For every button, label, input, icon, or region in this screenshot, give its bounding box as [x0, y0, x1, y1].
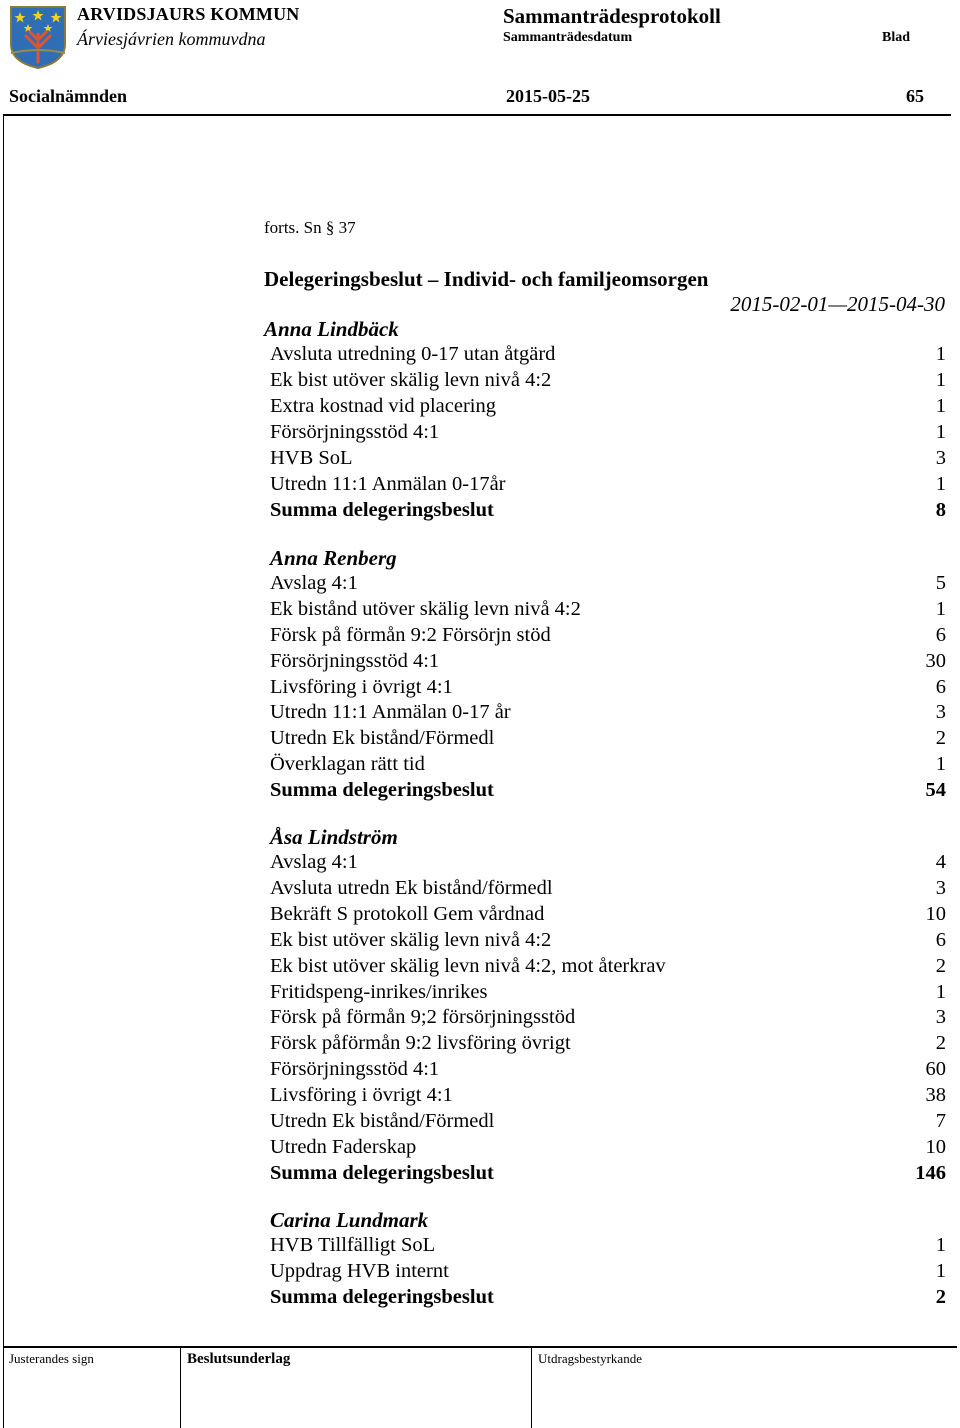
item-count: 1 [935, 395, 946, 417]
item-count: 6 [935, 624, 946, 646]
item-count: 2 [935, 1032, 946, 1054]
item-label: Ek bistånd utöver skälig levn nivå 4:2 [270, 598, 581, 620]
frame-bottom-rule [3, 1346, 957, 1348]
page-label: Blad [882, 30, 911, 45]
person-name: Carina Lundmark [270, 1208, 429, 1232]
frame-top-rule [3, 114, 951, 116]
list-item [270, 877, 946, 903]
person-name: Anna Renberg [270, 546, 397, 570]
frame-left-rule [3, 114, 4, 1428]
item-label: Utredn Ek bistånd/Förmedl [270, 1110, 495, 1132]
item-label: Utredn 11:1 Anmälan 0-17år [270, 473, 506, 495]
item-label: Försk på förmån 9;2 försörjningsstöd [270, 1006, 576, 1028]
item-count: 30 [925, 650, 946, 672]
meeting-date: 2015-05-25 [506, 86, 590, 106]
item-label: Försk på förmån 9:2 Försörjn stöd [270, 624, 551, 646]
item-label: Bekräft S protokoll Gem vårdnad [270, 903, 545, 925]
section-total [270, 1162, 946, 1188]
list-item [270, 727, 946, 753]
item-count: 3 [935, 1006, 946, 1028]
item-count: 1 [935, 981, 946, 1003]
total-label: Summa delegeringsbeslut [270, 499, 494, 521]
section-heading: Delegeringsbeslut – Individ- och familjeomsorgen [264, 267, 709, 291]
person-name: Åsa Lindström [270, 825, 398, 849]
item-label: Försk påförmån 9:2 livsföring övrigt [270, 1032, 571, 1054]
item-label: Ek bist utöver skälig levn nivå 4:2, mot återkrav [270, 955, 666, 977]
item-label: Avsluta utredning 0-17 utan åtgärd [270, 343, 556, 365]
item-label: Ek bist utöver skälig levn nivå 4:2 [270, 929, 552, 951]
footer-divider [531, 1346, 532, 1428]
list-item [270, 650, 946, 676]
item-label: Utredn Ek bistånd/Förmedl [270, 727, 495, 749]
list-item [270, 473, 946, 499]
item-label: Ek bist utöver skälig levn nivå 4:2 [270, 369, 552, 391]
item-label: Försörjningsstöd 4:1 [270, 421, 440, 443]
item-count: 1 [935, 473, 946, 495]
org-name-sami: Árviesjávrien kommuvdna [77, 29, 266, 49]
item-label: Avslag 4:1 [270, 851, 358, 873]
item-count: 38 [925, 1084, 946, 1106]
list-item [270, 753, 946, 779]
item-count: 1 [935, 369, 946, 391]
list-item [270, 676, 946, 702]
item-count: 60 [925, 1058, 946, 1080]
item-count: 2 [935, 955, 946, 977]
list-item [270, 1006, 946, 1032]
item-count: 1 [935, 1234, 946, 1256]
list-item [270, 981, 946, 1007]
footer-divider [180, 1346, 181, 1428]
item-count: 10 [925, 903, 946, 925]
item-count: 6 [935, 929, 946, 951]
item-count: 2 [935, 727, 946, 749]
list-item [270, 1136, 946, 1162]
item-count: 7 [935, 1110, 946, 1132]
item-label: Livsföring i övrigt 4:1 [270, 676, 453, 698]
committee-name: Socialnämnden [9, 86, 128, 106]
section-total [270, 499, 946, 525]
meeting-date-label: Sammanträdesdatum [503, 30, 633, 45]
item-label: Fritidspeng-inrikes/inrikes [270, 981, 488, 1003]
list-item [270, 1110, 946, 1136]
list-item [270, 955, 946, 981]
page-number: 65 [906, 86, 924, 106]
item-count: 6 [935, 676, 946, 698]
list-item [270, 1058, 946, 1084]
section-total [270, 779, 946, 805]
list-item [270, 395, 946, 421]
total-count: 8 [935, 499, 946, 521]
list-item [270, 572, 946, 598]
list-item [270, 903, 946, 929]
item-count: 3 [935, 701, 946, 723]
item-count: 10 [925, 1136, 946, 1158]
item-label: Försörjningsstöd 4:1 [270, 1058, 440, 1080]
item-label: Utredn Faderskap [270, 1136, 417, 1158]
item-count: 3 [935, 877, 946, 899]
list-item [270, 369, 946, 395]
list-item [270, 1084, 946, 1110]
report-period: 2015-02-01—2015-04-30 [730, 292, 945, 316]
basis-label: Beslutsunderlag [187, 1351, 291, 1367]
municipality-crest-icon [8, 4, 68, 70]
list-item [270, 624, 946, 650]
item-count: 3 [935, 447, 946, 469]
list-item [270, 701, 946, 727]
item-label: Avslag 4:1 [270, 572, 358, 594]
signature-label: Justerandes sign [9, 1351, 94, 1366]
list-item [270, 851, 946, 877]
item-count: 1 [935, 1260, 946, 1282]
item-count: 5 [935, 572, 946, 594]
list-item [270, 343, 946, 369]
item-label: HVB SoL [270, 447, 353, 469]
list-item [270, 1032, 946, 1058]
item-label: Avsluta utredn Ek bistånd/förmedl [270, 877, 553, 899]
item-label: Extra kostnad vid placering [270, 395, 497, 417]
item-label: Överklagan rätt tid [270, 753, 425, 775]
list-item [270, 447, 946, 473]
section-total [270, 1286, 946, 1312]
item-count: 4 [935, 851, 946, 873]
total-count: 2 [935, 1286, 946, 1308]
total-count: 146 [915, 1162, 946, 1184]
item-label: Uppdrag HVB internt [270, 1260, 449, 1282]
item-label: Utredn 11:1 Anmälan 0-17 år [270, 701, 511, 723]
item-count: 1 [935, 753, 946, 775]
total-label: Summa delegeringsbeslut [270, 1286, 494, 1308]
list-item [270, 1234, 946, 1260]
item-label: Livsföring i övrigt 4:1 [270, 1084, 453, 1106]
total-label: Summa delegeringsbeslut [270, 1162, 494, 1184]
item-count: 1 [935, 421, 946, 443]
item-count: 1 [935, 598, 946, 620]
item-label: Försörjningsstöd 4:1 [270, 650, 440, 672]
org-name: ARVIDSJAURS KOMMUN [77, 4, 300, 24]
continuation-note: forts. Sn § 37 [264, 218, 356, 237]
list-item [270, 598, 946, 624]
total-label: Summa delegeringsbeslut [270, 779, 494, 801]
document-title: Sammanträdesprotokoll [503, 4, 721, 28]
item-count: 1 [935, 343, 946, 365]
item-label: HVB Tillfälligt SoL [270, 1234, 436, 1256]
list-item [270, 421, 946, 447]
list-item [270, 1260, 946, 1286]
person-name: Anna Lindbäck [264, 317, 399, 341]
extract-label: Utdragsbestyrkande [538, 1351, 642, 1366]
list-item [270, 929, 946, 955]
total-count: 54 [925, 779, 946, 801]
